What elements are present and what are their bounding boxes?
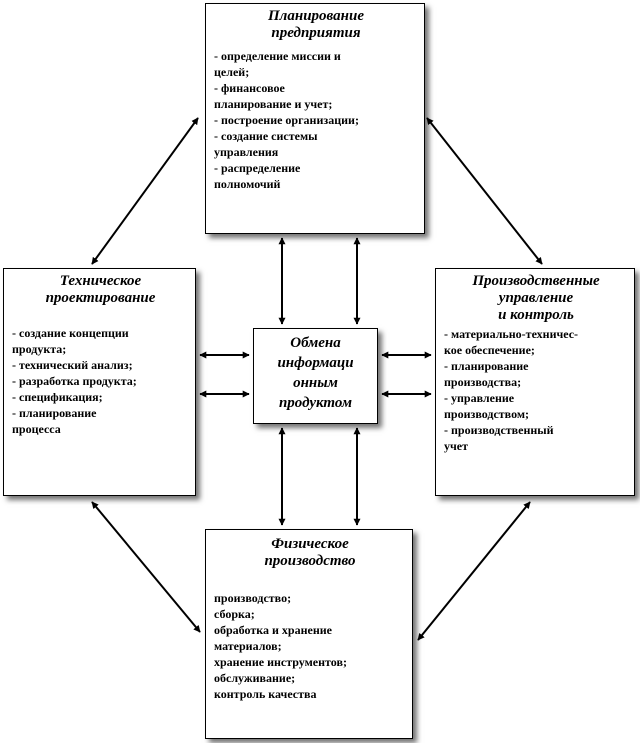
list-item: - материально-техничес- (444, 327, 579, 341)
list-item: - планирование (12, 406, 97, 420)
list-item: - определение миссии и (214, 49, 341, 63)
list-item: обработка и хранение (214, 623, 332, 637)
list-item: целей; (214, 65, 250, 79)
block-tech-design (3, 268, 196, 496)
list-item: - спецификация; (12, 390, 103, 404)
list-item: сборка; (214, 607, 255, 621)
list-item: - распределение (214, 161, 301, 175)
list-item: - планирование (444, 359, 529, 373)
block-physical-production-items (214, 590, 406, 702)
list-item: планирование и учет; (214, 97, 333, 111)
block-planning (205, 3, 425, 234)
list-item: - финансовое (214, 81, 285, 95)
block-planning-items (214, 48, 418, 192)
list-item: - производственный (444, 423, 554, 437)
list-item: производством; (444, 407, 530, 421)
list-item: контроль качества (214, 687, 317, 701)
list-item: - технический анализ; (12, 358, 133, 372)
block-physical-production-title: Физическое производство (264, 536, 356, 569)
block-tech-design-title: Техническое проектирование (45, 273, 156, 306)
block-production-management (435, 268, 635, 496)
block-info-exchange-title: Обмена информаци онным продуктом (277, 335, 354, 411)
list-item: продукта; (12, 342, 67, 356)
list-item: полномочий (214, 177, 281, 191)
list-item: материалов; (214, 639, 282, 653)
block-planning-title: Планирование предприятия (268, 8, 364, 41)
arrow-planning-production-mgmt (427, 118, 542, 264)
list-item: - создание концепции (12, 326, 129, 340)
list-item: - управление (444, 391, 515, 405)
block-production-management-items (444, 326, 628, 454)
list-item: производство; (214, 591, 292, 605)
arrow-tech-physical (92, 502, 200, 632)
list-item: процесса (12, 422, 61, 436)
arrow-production-mgmt-physical (418, 502, 530, 640)
list-item: - разработка продукта; (12, 374, 137, 388)
list-item: обслуживание; (214, 671, 296, 685)
list-item: хранение инструментов; (214, 655, 347, 669)
list-item: - создание системы (214, 129, 318, 143)
list-item: производства; (444, 375, 522, 389)
block-info-exchange (253, 328, 378, 424)
list-item: - построение организации; (214, 113, 359, 127)
block-physical-production (205, 529, 413, 739)
block-tech-design-items (12, 325, 189, 437)
block-production-management-title: Производственные управление и контроль (472, 273, 600, 323)
list-item: учет (444, 439, 468, 453)
list-item: кое обеспечение; (444, 343, 535, 357)
arrow-planning-tech (92, 118, 198, 264)
list-item: управления (214, 145, 279, 159)
